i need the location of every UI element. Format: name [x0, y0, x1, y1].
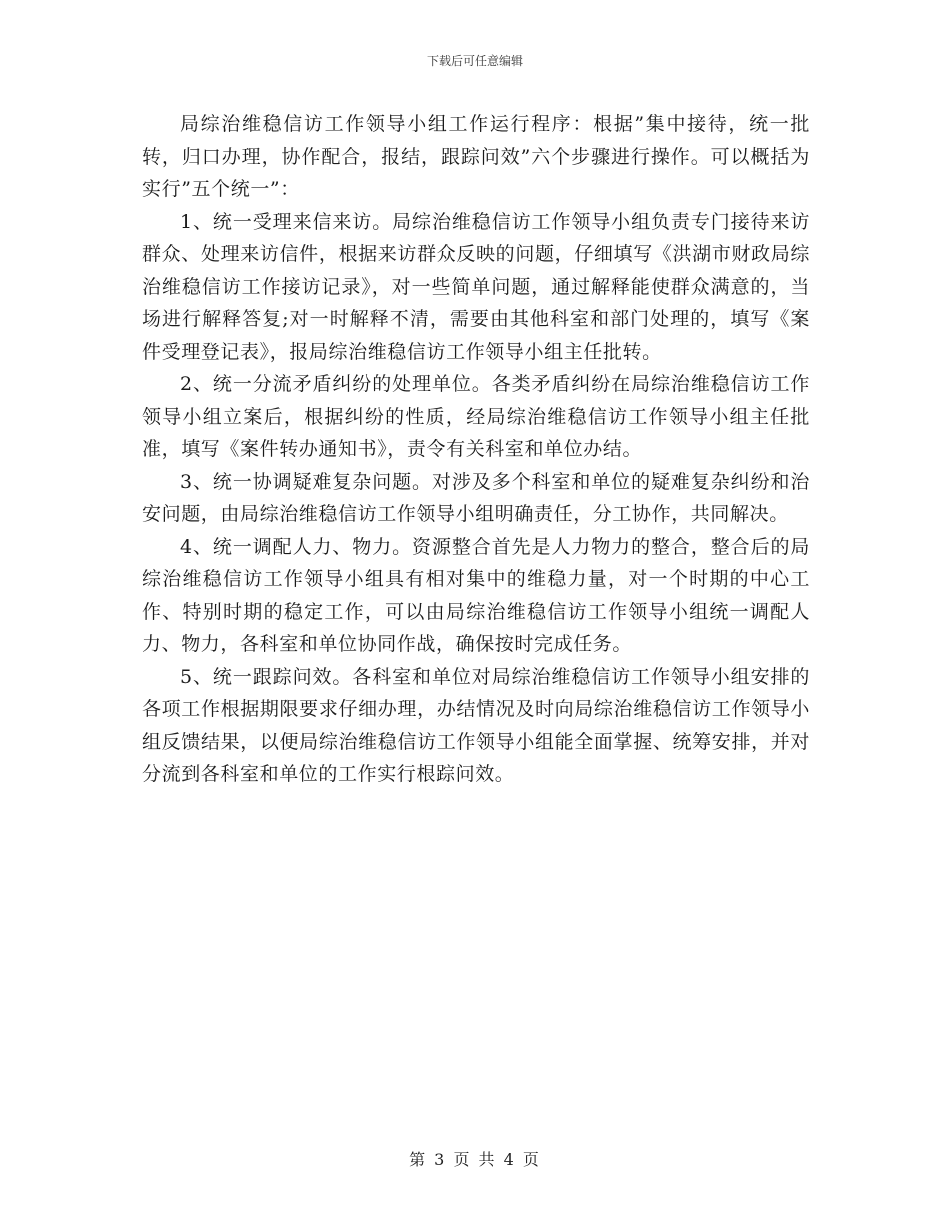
- paragraph-intro: 局综治维稳信访工作领导小组工作运行程序：根据”集中接待，统一批转，归口办理，协作配合，报结，跟踪问效”六个步骤进行操作。可以概括为实行”五个统一”：: [142, 113, 810, 200]
- paragraph-item-5: 5、统一跟踪问效。各科室和单位对局综治维稳信访工作领导小组安排的各项工作根据期限要求仔细办理，办结情况及时向局综治维稳信访工作领导小组反馈结果，以便局综治维稳信访工作领导小组能全面掌握、统筹安排，并对分流到各科室和单位的工作实行根踪问效。: [142, 665, 810, 785]
- document-body: [142, 108, 810, 791]
- paragraph-item-2: 2、统一分流矛盾纠纷的处理单位。各类矛盾纠纷在局综治维稳信访工作领导小组立案后，根据纠纷的性质，经局综治维稳信访工作领导小组主任批准，填写《案件转办通知书》，责令有关科室和单位办结。: [142, 373, 810, 460]
- page-header: 下载后可任意编辑: [426, 54, 523, 68]
- paragraph-item-3: 3、统一协调疑难复杂问题。对涉及多个科室和单位的疑难复杂纠纷和治安问题，由局综治维稳信访工作领导小组明确责任，分工协作，共同解决。: [142, 470, 810, 525]
- paragraph-item-4: 4、统一调配人力、物力。资源整合首先是人力物力的整合，整合后的局综治维稳信访工作领导小组具有相对集中的维稳力量，对一个时期的中心工作、特别时期的稳定工作，可以由局综治维稳信访工作领导小组统一调配人力、物力，各科室和单位协同作战，确保按时完成任务。: [142, 535, 810, 655]
- page-footer: 第 3 页 共 4 页: [409, 1150, 541, 1169]
- paragraph-item-1: 1、统一受理来信来访。局综治维稳信访工作领导小组负责专门接待来访群众、处理来访信件，根据来访群众反映的问题，仔细填写《洪湖市财政局综治维稳信访工作接访记录》，对一些简单问题，通过解释能使群众满意的，当场进行解释答复;对一时解释不清，需要由其他科室和部门处理的，填写《案件受理登记表》，报局综治维稳信访工作领导小组主任批转。: [142, 210, 810, 363]
